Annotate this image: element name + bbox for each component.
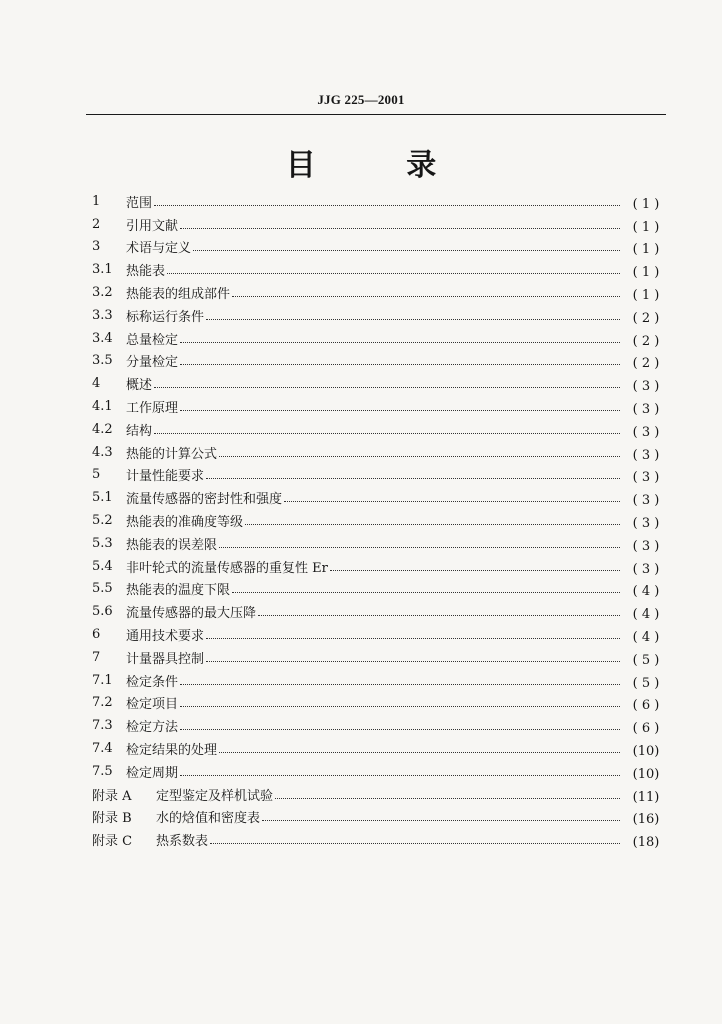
toc-entry: [92, 304, 666, 327]
toc-leader-dots: [206, 478, 620, 479]
toc-entry-page: ( 3 ): [632, 447, 660, 463]
toc-entry-title: 术语与定义: [126, 241, 192, 257]
toc-entry-title: 计量性能要求: [126, 469, 205, 485]
toc-entry-number: 6: [92, 627, 101, 643]
toc-entry-title: 检定条件: [126, 674, 179, 690]
toc-entry-page: ( 1 ): [632, 265, 660, 281]
toc-entry-number: 4: [92, 376, 101, 392]
toc-entry-page: ( 4 ): [632, 630, 660, 646]
toc-leader-dots: [154, 433, 620, 434]
toc-entry-page: ( 3 ): [632, 402, 660, 418]
toc-leader-dots: [180, 410, 620, 411]
toc-entry: [92, 623, 666, 646]
toc-entry-title: 引用文献: [126, 218, 179, 234]
toc-leader-dots: [154, 205, 620, 206]
toc-entry-page: ( 4 ): [632, 607, 660, 623]
toc-leader-dots: [206, 319, 620, 320]
toc-entry: [92, 509, 666, 532]
toc-entry: [92, 281, 666, 304]
toc-entry-number: 5.3: [92, 535, 113, 551]
toc-entry-title: 结构: [126, 423, 153, 439]
toc-entry-title: 热能表的误差限: [126, 537, 218, 553]
toc-entry: [92, 646, 666, 669]
toc-leader-dots: [284, 501, 620, 502]
toc-entry-title: 流量传感器的密封性和强度: [126, 492, 283, 508]
toc-leader-dots: [219, 752, 620, 753]
toc-leader-dots: [330, 570, 620, 571]
toc-entry: [92, 600, 666, 623]
toc-entry-number: 7.3: [92, 718, 113, 734]
toc-leader-dots: [232, 592, 620, 593]
toc-entry-page: ( 3 ): [632, 424, 660, 440]
toc-entry-number: 4.1: [92, 399, 113, 415]
toc-entry-number: 4.3: [92, 444, 113, 460]
toc-entry: [92, 190, 666, 213]
toc-entry: [92, 213, 666, 236]
toc-leader-dots: [258, 615, 620, 616]
toc-entry-title: 检定结果的处理: [126, 743, 218, 759]
toc-entry: [92, 669, 666, 692]
toc-entry-title: 热能的计算公式: [126, 446, 218, 462]
toc-entry-number: 5.2: [92, 513, 113, 529]
toc-entry-page: ( 2 ): [632, 310, 660, 326]
toc-entry-title: 非叶轮式的流量传感器的重复性 Er: [126, 560, 328, 576]
toc-entry-number: 5: [92, 467, 101, 483]
toc-entry-number: 7: [92, 649, 101, 665]
toc-entry: [92, 327, 666, 350]
toc-leader-dots: [210, 843, 620, 844]
toc-leader-dots: [167, 273, 620, 274]
toc-leader-dots: [232, 296, 620, 297]
toc-leader-dots: [180, 364, 620, 365]
toc-entry-page: ( 3 ): [632, 538, 660, 554]
toc-entry-page: ( 5 ): [632, 675, 660, 691]
toc-entry: [92, 418, 666, 441]
toc-entry-page: ( 5 ): [632, 652, 660, 668]
toc-entry-title: 热能表的温度下限: [126, 583, 231, 599]
toc-entry: [92, 486, 666, 509]
toc-leader-dots: [262, 820, 620, 821]
standard-code: JJG 225—2001: [317, 92, 405, 107]
toc-entry: [92, 828, 666, 851]
toc-leader-dots: [180, 706, 620, 707]
toc-entry: [92, 578, 666, 601]
toc-entry-number: 3.2: [92, 285, 113, 301]
toc-entry-number: 附录 B: [92, 811, 132, 827]
toc-entry: [92, 236, 666, 259]
toc-entry-page: (10): [632, 744, 660, 760]
toc-entry-title: 热能表的准确度等级: [126, 515, 244, 531]
toc-entry-page: ( 4 ): [632, 584, 660, 600]
toc-entry: [92, 395, 666, 418]
toc-entry: [92, 350, 666, 373]
toc-entry: [92, 441, 666, 464]
toc-entry-number: 1: [92, 193, 101, 209]
toc-entry: [92, 258, 666, 281]
toc-entry-number: 2: [92, 216, 101, 232]
toc-entry-number: 3.4: [92, 330, 113, 346]
toc-entry-page: ( 3 ): [632, 516, 660, 532]
toc-entry-title: 检定方法: [126, 720, 179, 736]
toc-entry-page: ( 6 ): [632, 698, 660, 714]
toc-entry: [92, 737, 666, 760]
toc-entry-title: 工作原理: [126, 401, 179, 417]
toc-entry-page: ( 2 ): [632, 356, 660, 372]
toc-entry-number: 3: [92, 239, 101, 255]
toc-entry: [92, 464, 666, 487]
toc-entry-title: 范围: [126, 195, 153, 211]
toc-entry-number: 5.4: [92, 558, 113, 574]
header-rule: [86, 114, 666, 115]
toc-entry-page: ( 6 ): [632, 721, 660, 737]
toc-leader-dots: [206, 661, 620, 662]
toc-entry-page: (16): [632, 812, 660, 828]
toc-leader-dots: [206, 638, 620, 639]
page-title: 目 录: [285, 148, 477, 183]
toc-leader-dots: [180, 775, 620, 776]
toc-entry-title: 检定周期: [126, 765, 179, 781]
toc-entry: [92, 806, 666, 829]
toc-entry-page: ( 3 ): [632, 470, 660, 486]
toc-entry-page: ( 3 ): [632, 493, 660, 509]
toc-entry-title: 计量器具控制: [126, 651, 205, 667]
toc-entry: [92, 783, 666, 806]
toc-entry-title: 总量检定: [126, 332, 179, 348]
toc-entry-title: 水的焓值和密度表: [156, 811, 261, 827]
toc-entry-title: 定型鉴定及样机试验: [156, 788, 274, 804]
toc-entry-title: 概述: [126, 378, 153, 394]
toc-leader-dots: [180, 228, 620, 229]
toc-entry-number: 7.2: [92, 695, 113, 711]
toc-leader-dots: [180, 342, 620, 343]
toc-entry-page: ( 3 ): [632, 379, 660, 395]
toc-entry-page: ( 1 ): [632, 219, 660, 235]
toc-entry-number: 附录 C: [92, 834, 133, 850]
toc-leader-dots: [180, 729, 620, 730]
toc-entry: [92, 760, 666, 783]
toc-entry-number: 4.2: [92, 421, 113, 437]
toc-entry-title: 热能表的组成部件: [126, 287, 231, 303]
toc-entry-number: 7.5: [92, 763, 113, 779]
toc-entry-page: ( 3 ): [632, 561, 660, 577]
toc-entry-number: 5.6: [92, 604, 113, 620]
toc-entry-page: (11): [632, 789, 660, 805]
toc-entry-title: 分量检定: [126, 355, 179, 371]
toc-leader-dots: [275, 798, 620, 799]
toc-entry-page: (10): [632, 766, 660, 782]
toc-entry: [92, 714, 666, 737]
toc-leader-dots: [245, 524, 620, 525]
toc-entry: [92, 555, 666, 578]
toc-entry-title: 检定项目: [126, 697, 179, 713]
toc-entry-page: ( 1 ): [632, 196, 660, 212]
toc-leader-dots: [219, 547, 620, 548]
toc-entry-number: 7.4: [92, 741, 113, 757]
toc-entry: [92, 532, 666, 555]
toc-entry-number: 3.5: [92, 353, 113, 369]
toc-entry-page: (18): [632, 835, 660, 851]
toc-entry: [92, 372, 666, 395]
toc-entry-number: 5.5: [92, 581, 113, 597]
toc-entry-title: 热能表: [126, 264, 166, 280]
toc-entry-title: 流量传感器的最大压降: [126, 606, 257, 622]
toc-entry-page: ( 1 ): [632, 288, 660, 304]
table-of-contents: [92, 190, 666, 851]
toc-entry-page: ( 2 ): [632, 333, 660, 349]
toc-leader-dots: [193, 250, 620, 251]
toc-entry-number: 3.3: [92, 307, 113, 323]
toc-entry: [92, 692, 666, 715]
toc-leader-dots: [180, 684, 620, 685]
toc-entry-title: 热系数表: [156, 834, 209, 850]
toc-leader-dots: [219, 456, 620, 457]
toc-leader-dots: [154, 387, 620, 388]
toc-entry-number: 3.1: [92, 262, 113, 278]
toc-entry-number: 附录 A: [92, 788, 132, 804]
toc-entry-title: 通用技术要求: [126, 629, 205, 645]
toc-entry-title: 标称运行条件: [126, 309, 205, 325]
toc-entry-page: ( 1 ): [632, 242, 660, 258]
toc-entry-number: 5.1: [92, 490, 113, 506]
toc-entry-number: 7.1: [92, 672, 113, 688]
